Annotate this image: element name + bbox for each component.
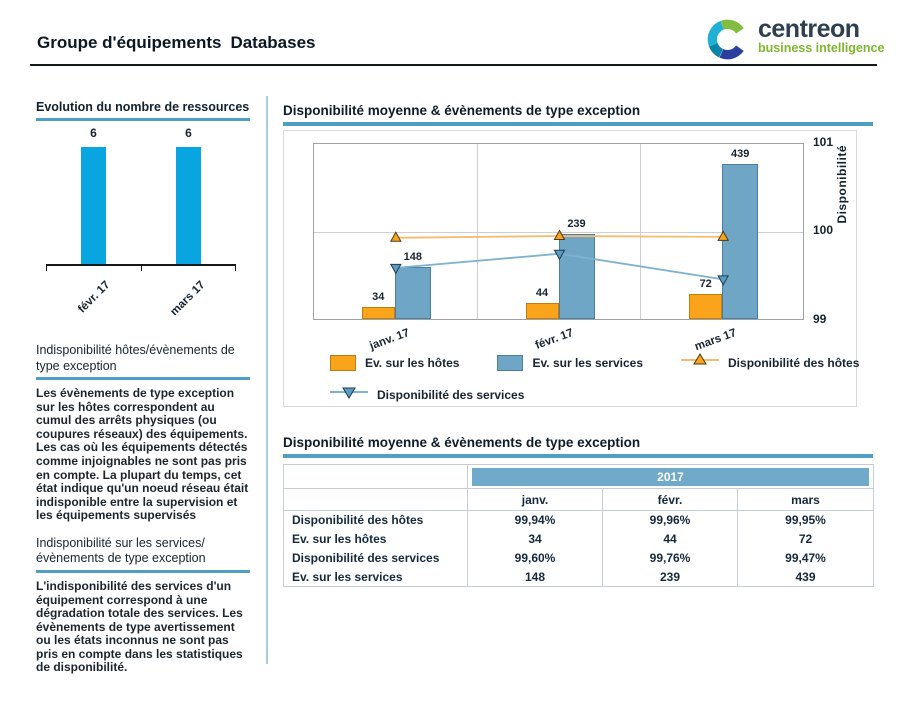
- header-rule: [30, 64, 877, 66]
- availability-chart: [283, 130, 860, 407]
- bar-value-label: 148: [403, 250, 422, 263]
- right-axis-title: Disponibilité: [835, 145, 849, 224]
- right-axis-tick-99: 99: [813, 312, 827, 326]
- triangle-up-marker: [391, 232, 401, 241]
- right-axis-tick-101: 101: [813, 135, 834, 149]
- legend-item-hosts-events: [330, 355, 459, 371]
- blue-swatch-icon: [497, 355, 523, 371]
- column-divider: [266, 96, 268, 664]
- page-title-prefix: Groupe d'équipements: [37, 33, 222, 52]
- availability-table-title: Disponibilité moyenne & évènements de type exception: [283, 435, 873, 458]
- sidebar: [36, 100, 250, 675]
- month-header-row: [284, 489, 874, 511]
- month-header-fevr: févr.: [603, 489, 738, 511]
- cell-value: 72: [738, 530, 874, 549]
- legend-row: [330, 353, 859, 372]
- triangle-up-marker: [718, 231, 728, 240]
- triangle-down-marker: [391, 264, 401, 273]
- table-row: [284, 568, 874, 587]
- row-label: Ev. sur les services: [284, 568, 468, 587]
- page-title: [37, 33, 316, 53]
- logo-tagline: business intelligence: [758, 41, 885, 56]
- x-tick-label: mars 17: [168, 279, 208, 319]
- empty-cell: [284, 489, 468, 511]
- x-axis-tick: [235, 266, 236, 271]
- section-heading-services-unavailability: Indisponibilité sur les services/ évènements de type exception: [36, 536, 250, 573]
- logo-brand: centreon: [758, 15, 860, 43]
- x-tick-label: janv. 17: [368, 327, 412, 353]
- triangle-down-marker-icon: [330, 385, 368, 404]
- cell-value: 99,60%: [468, 549, 603, 568]
- row-label: Disponibilité des hôtes: [284, 511, 468, 530]
- year-header-cell: [468, 465, 874, 489]
- bar-value-label: 34: [372, 291, 385, 303]
- section-body-hosts-unavailability: Les évènements de type exception sur les hôtes correspondent au cumul des arrêts physiques (ou coupures réseaux) des équipements. Les cas où les équipements détectés comme injoignables ne sont pas pris en compte. La plupart du temps, cet état indique qu'un noeud réseau était indisponible entre la supervision et les équipements supervisés: [36, 386, 249, 523]
- resources-bar: [176, 147, 201, 264]
- legend-item-services-availability: [330, 385, 524, 404]
- right-axis-tick-100: 100: [813, 223, 834, 237]
- triangle-up-marker-icon: [681, 353, 719, 372]
- legend-label: Ev. sur les hôtes: [365, 355, 460, 370]
- x-tick-label: févr. 17: [75, 279, 113, 316]
- legend-label: Disponibilité des services: [377, 387, 525, 402]
- bar-value-label: 6: [90, 126, 97, 140]
- bar-value-label: 239: [567, 218, 586, 231]
- table-row: [284, 511, 874, 530]
- cell-value: 34: [468, 530, 603, 549]
- legend-item-services-events: [497, 355, 643, 371]
- section-body-services-unavailability: L'indisponibilité des services d'un équipement correspond à une dégradation totale des services. Les évènements de type avertissement ou les états inconnus ne sont pas pris en compte dans les statistiques de disponibilité.: [36, 578, 243, 675]
- cell-value: 148: [468, 568, 603, 587]
- x-axis-tick: [141, 266, 142, 271]
- main-lines-svg: [314, 144, 805, 321]
- legend-item-hosts-availability: [681, 353, 859, 372]
- bar-value-label: 439: [731, 147, 750, 160]
- resources-chart-title: Evolution du nombre de ressources: [36, 100, 250, 121]
- cell-value: 99,76%: [603, 549, 738, 568]
- table-row: [284, 549, 874, 568]
- cell-value: 44: [603, 530, 738, 549]
- main-plot: [313, 143, 804, 320]
- bar-value-label: 6: [185, 126, 192, 140]
- x-tick-label: févr. 17: [533, 327, 576, 352]
- page-title-group: Databases: [230, 33, 316, 52]
- month-header-mars: mars: [738, 489, 874, 511]
- legend-label: Disponibilité des hôtes: [728, 355, 860, 370]
- centreon-logo-icon: [704, 16, 751, 68]
- centreon-logo: [704, 16, 884, 68]
- cell-value: 439: [738, 568, 874, 587]
- legend-label: Ev. sur les services: [532, 355, 644, 370]
- main-content: [283, 103, 873, 587]
- availability-table: [283, 464, 874, 587]
- bar-value-label: 44: [535, 287, 549, 300]
- year-header-row: [284, 465, 874, 489]
- cell-value: 239: [603, 568, 738, 587]
- bar-value-label: 72: [699, 277, 712, 290]
- orange-swatch-icon: [330, 355, 356, 371]
- triangle-down-marker: [718, 276, 728, 285]
- resources-bar: [81, 147, 106, 264]
- cell-value: 99,94%: [468, 511, 603, 530]
- cell-value: 99,96%: [603, 511, 738, 530]
- resources-plot: [46, 126, 236, 266]
- year-header-badge: 2017: [472, 468, 869, 486]
- cell-value: 99,47%: [738, 549, 874, 568]
- x-axis-tick: [46, 266, 47, 271]
- availability-chart-title: Disponibilité moyenne & évènements de type exception: [283, 103, 873, 126]
- row-label: Ev. sur les hôtes: [284, 530, 468, 549]
- empty-cell: [284, 465, 468, 489]
- section-heading-hosts-unavailability: Indisponibilité hôtes/évènements de type exception: [36, 343, 250, 380]
- cell-value: 99,95%: [738, 511, 874, 530]
- resources-chart: [36, 126, 250, 329]
- row-label: Disponibilité des services: [284, 549, 468, 568]
- logo-text: [758, 16, 884, 56]
- x-tick-label: mars 17: [693, 327, 739, 354]
- month-header-janv: janv.: [468, 489, 603, 511]
- table-row: [284, 530, 874, 549]
- chart-legend: [330, 353, 859, 404]
- legend-row: [330, 385, 859, 404]
- triangle-up-marker: [555, 231, 565, 240]
